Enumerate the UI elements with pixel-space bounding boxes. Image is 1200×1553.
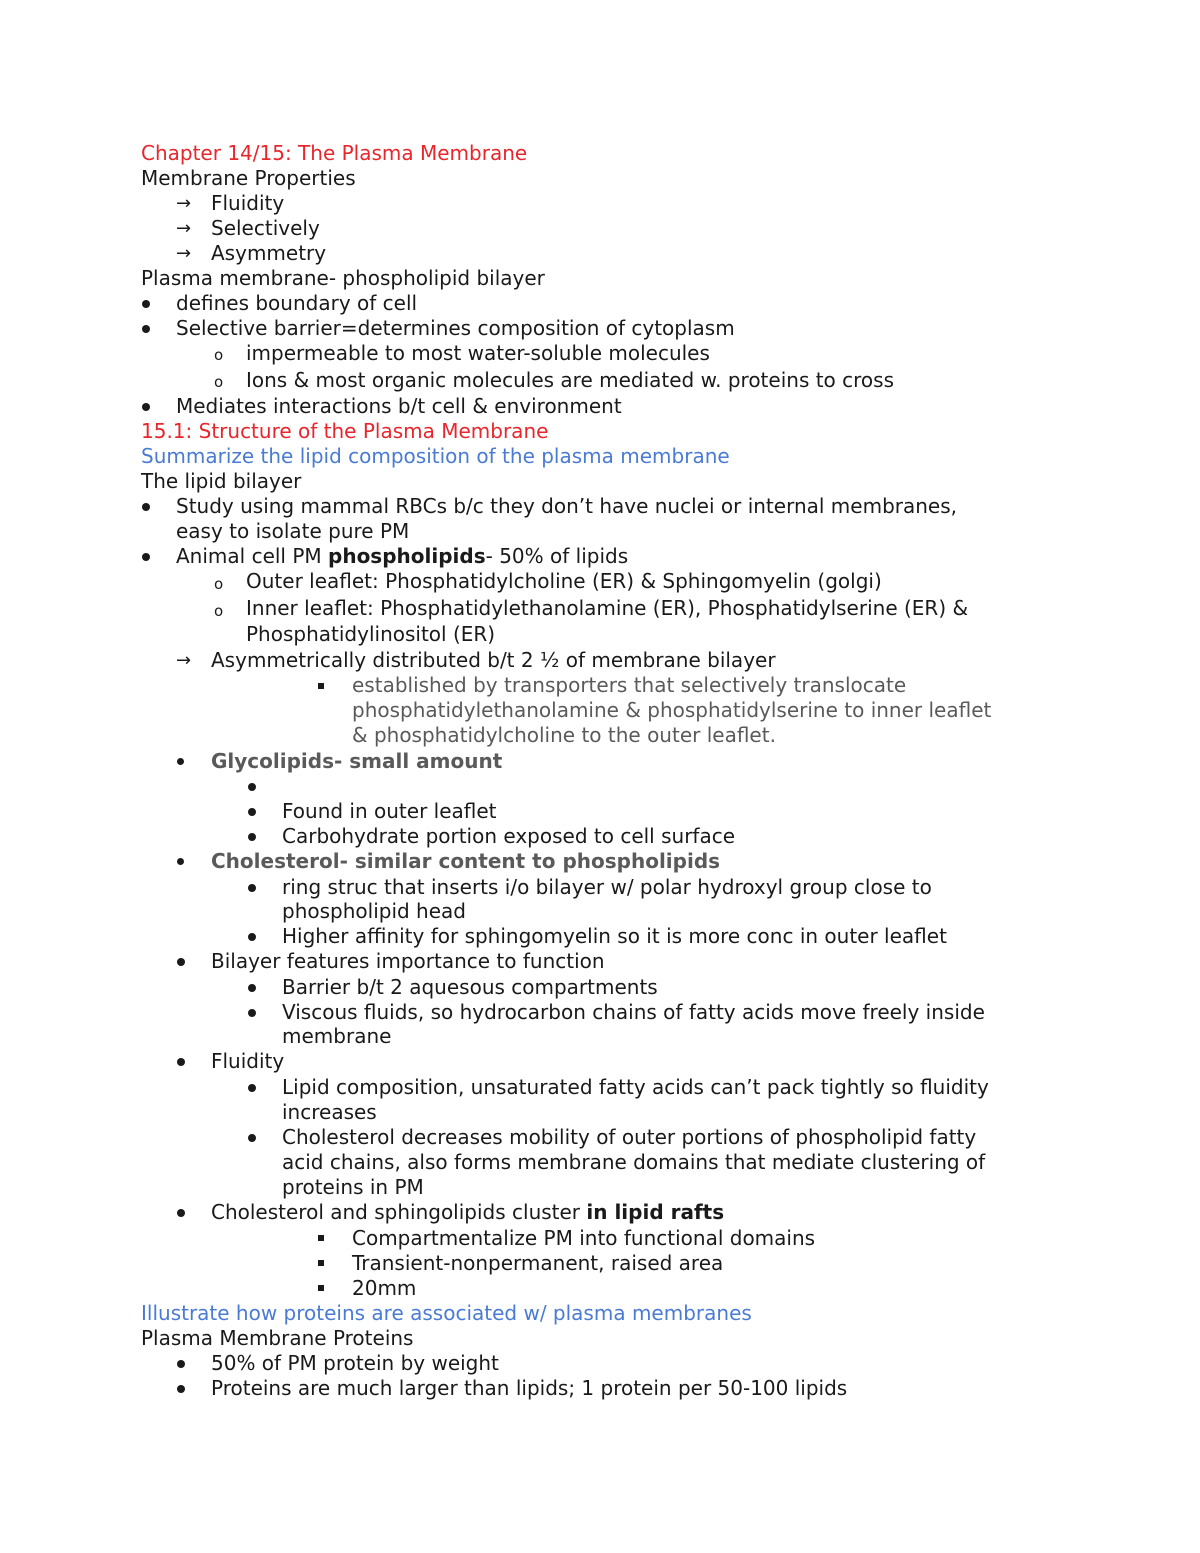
square-bullet-icon bbox=[318, 1285, 324, 1291]
list-item: Transient-nonpermanent, raised area bbox=[352, 1251, 724, 1275]
list-item bbox=[211, 1200, 724, 1225]
list-item: Carbohydrate portion exposed to cell surface bbox=[282, 824, 736, 848]
circle-bullet-icon: o bbox=[214, 575, 224, 593]
circle-bullet-icon: o bbox=[214, 602, 224, 620]
list-item: Viscous fluids, so hydrocarbon chains of fatty acids move freely inside bbox=[282, 1000, 985, 1024]
square-bullet-icon bbox=[318, 1235, 324, 1241]
list-item: Lipid composition, unsaturated fatty acids can’t pack tightly so fluidity bbox=[282, 1075, 989, 1099]
bullet-icon bbox=[177, 1209, 185, 1217]
list-item: Cholesterol- similar content to phospholipids bbox=[211, 849, 721, 873]
list-item: defines boundary of cell bbox=[176, 291, 418, 315]
text-run: - 50% of lipids bbox=[485, 544, 629, 568]
bullet-icon bbox=[177, 1058, 185, 1066]
list-item-continuation: proteins in PM bbox=[282, 1175, 424, 1199]
bullet-icon bbox=[248, 933, 256, 941]
section-heading: Membrane Properties bbox=[141, 166, 356, 190]
bullet-icon bbox=[177, 1360, 185, 1368]
list-item: Proteins are much larger than lipids; 1 protein per 50-100 lipids bbox=[211, 1376, 848, 1400]
bullet-icon bbox=[177, 758, 184, 765]
list-item: Cholesterol decreases mobility of outer portions of phospholipid fatty bbox=[282, 1125, 977, 1149]
subsection-heading: The lipid bilayer bbox=[141, 469, 302, 493]
list-item: Selective barrier=determines composition of cytoplasm bbox=[176, 316, 735, 340]
list-item: established by transporters that selectively translocate bbox=[352, 673, 907, 697]
list-item-continuation: phospholipid head bbox=[282, 899, 466, 923]
bullet-icon bbox=[248, 783, 256, 791]
text-run: Cholesterol and sphingolipids cluster bbox=[211, 1200, 587, 1224]
circle-bullet-icon: o bbox=[214, 373, 224, 391]
list-item-continuation: & phosphatidylcholine to the outer leaflet. bbox=[352, 723, 776, 747]
list-item: Barrier b/t 2 aquesous compartments bbox=[282, 975, 658, 999]
bullet-icon bbox=[248, 1009, 256, 1017]
list-item: Selectively bbox=[211, 216, 320, 240]
subsection-heading: Plasma Membrane Proteins bbox=[141, 1326, 414, 1350]
list-item: Compartmentalize PM into functional domains bbox=[352, 1226, 816, 1250]
list-item-continuation: easy to isolate pure PM bbox=[176, 519, 410, 543]
list-item: 50% of PM protein by weight bbox=[211, 1351, 499, 1375]
chapter-title: Chapter 14/15: The Plasma Membrane bbox=[141, 141, 528, 165]
list-item-continuation: increases bbox=[282, 1100, 377, 1124]
bullet-icon bbox=[248, 884, 256, 892]
list-item-continuation: Phosphatidylinositol (ER) bbox=[246, 622, 496, 646]
list-item-continuation: membrane bbox=[282, 1024, 392, 1048]
bold-term: in lipid rafts bbox=[586, 1200, 725, 1224]
bullet-icon bbox=[142, 325, 150, 333]
arrow-bullet-icon: → bbox=[176, 243, 192, 264]
list-item bbox=[176, 544, 628, 569]
list-item: Higher affinity for sphingomyelin so it is more conc in outer leaflet bbox=[282, 924, 947, 948]
list-item: Found in outer leaflet bbox=[282, 799, 497, 823]
list-item: Study using mammal RBCs b/c they don’t have nuclei or internal membranes, bbox=[176, 494, 957, 518]
circle-bullet-icon: o bbox=[214, 346, 224, 364]
bullet-icon bbox=[177, 858, 184, 865]
list-item: Asymmetrically distributed b/t 2 ½ of membrane bilayer bbox=[211, 648, 776, 672]
list-item: 20mm bbox=[352, 1276, 417, 1300]
list-item-continuation: phosphatidylethanolamine & phosphatidylserine to inner leaflet bbox=[352, 698, 992, 722]
list-item: Mediates interactions b/t cell & environment bbox=[176, 394, 622, 418]
learning-objective: Summarize the lipid composition of the plasma membrane bbox=[141, 444, 730, 468]
square-bullet-icon bbox=[318, 683, 324, 689]
bullet-icon bbox=[248, 808, 256, 816]
bullet-icon bbox=[142, 503, 150, 511]
bullet-icon bbox=[248, 1084, 256, 1092]
bullet-icon bbox=[142, 403, 150, 411]
bullet-icon bbox=[248, 1134, 256, 1142]
list-item: Bilayer features importance to function bbox=[211, 949, 605, 973]
section-title: 15.1: Structure of the Plasma Membrane bbox=[141, 419, 549, 443]
paragraph: Plasma membrane- phospholipid bilayer bbox=[141, 266, 545, 290]
list-item: impermeable to most water-soluble molecules bbox=[246, 341, 710, 365]
list-item: ring struc that inserts i/o bilayer w/ polar hydroxyl group close to bbox=[282, 875, 932, 899]
list-item: Outer leaflet: Phosphatidylcholine (ER) & Sphingomyelin (golgi) bbox=[246, 569, 882, 593]
list-item: Glycolipids- small amount bbox=[211, 749, 503, 773]
bullet-icon bbox=[142, 300, 150, 308]
bullet-icon bbox=[177, 1385, 185, 1393]
arrow-bullet-icon: → bbox=[176, 193, 192, 214]
learning-objective: Illustrate how proteins are associated w/ plasma membranes bbox=[141, 1301, 752, 1325]
bold-term: phospholipids bbox=[328, 544, 486, 568]
square-bullet-icon bbox=[318, 1260, 324, 1266]
list-item: Fluidity bbox=[211, 191, 285, 215]
arrow-bullet-icon: → bbox=[176, 218, 192, 239]
list-item: Inner leaflet: Phosphatidylethanolamine (ER), Phosphatidylserine (ER) & bbox=[246, 596, 969, 620]
list-item-continuation: acid chains, also forms membrane domains that mediate clustering of bbox=[282, 1150, 986, 1174]
bullet-icon bbox=[248, 984, 256, 992]
list-item: Fluidity bbox=[211, 1049, 285, 1073]
bullet-icon bbox=[142, 553, 150, 561]
text-run: Animal cell PM bbox=[176, 544, 329, 568]
bullet-icon bbox=[248, 833, 256, 841]
bullet-icon bbox=[177, 958, 185, 966]
list-item: Asymmetry bbox=[211, 241, 327, 265]
list-item: Ions & most organic molecules are mediated w. proteins to cross bbox=[246, 368, 895, 392]
arrow-bullet-icon: → bbox=[176, 650, 192, 671]
